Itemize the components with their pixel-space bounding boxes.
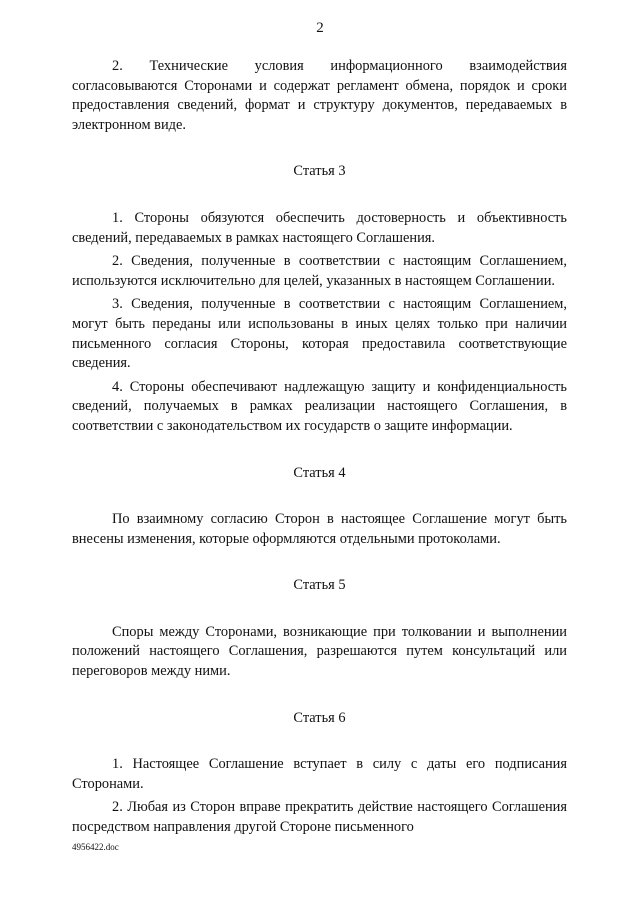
article-5-paragraph-1: Споры между Сторонами, возникающие при толковании и выполнении положений настоящего Соглашения, разрешаются путем консультаций или переговоров между ними. [72, 623, 567, 680]
article-3-paragraph-2: 2. Сведения, полученные в соответствии с настоящим Соглашением, используются исключительно для целей, указанных в настоящем Соглашении. [72, 253, 567, 289]
document-filename-footer: 4956422.doc [72, 842, 119, 852]
article-3-paragraph-4: 4. Стороны обеспечивают надлежащую защиту и конфиденциальность сведений, получаемых в рамках реализации настоящего Соглашения, в соответствии с законодательством их государств о защите информации. [72, 378, 567, 434]
article-6-heading: Статья 6 [293, 709, 346, 726]
article-4-heading: Статья 4 [293, 464, 346, 481]
article-3-paragraph-3: 3. Сведения, полученные в соответствии с настоящим Соглашением, могут быть переданы или использованы в иных целях только при наличии письменного согласия Стороны, которая предоставила соответствующие сведения. [72, 296, 567, 372]
article-3-heading: Статья 3 [293, 163, 346, 180]
document-body [72, 57, 567, 838]
article-3-paragraph-1: 1. Стороны обязуются обеспечить достоверность и объективность сведений, передаваемых в рамках настоящего Соглашения. [72, 209, 567, 246]
article-6-paragraph-2: 2. Любая из Сторон вправе прекратить действие настоящего Соглашения посредством направления другой Стороне письменного [72, 799, 567, 836]
article-4-paragraph-1: По взаимному согласию Сторон в настоящее Соглашение могут быть внесены изменения, которые оформляются отдельными протоколами. [72, 511, 567, 547]
article-5-heading: Статья 5 [293, 577, 346, 594]
page-number: 2 [316, 20, 324, 36]
paragraph-technical-conditions: 2. Технические условия информационного взаимодействия согласовываются Сторонами и содержат регламент обмена, порядок и сроки предоставления сведений, формат и структуру документов, передаваемых в электронном виде. [72, 58, 567, 133]
article-6-paragraph-1: 1. Настоящее Соглашение вступает в силу с даты его подписания Сторонами. [72, 756, 567, 792]
